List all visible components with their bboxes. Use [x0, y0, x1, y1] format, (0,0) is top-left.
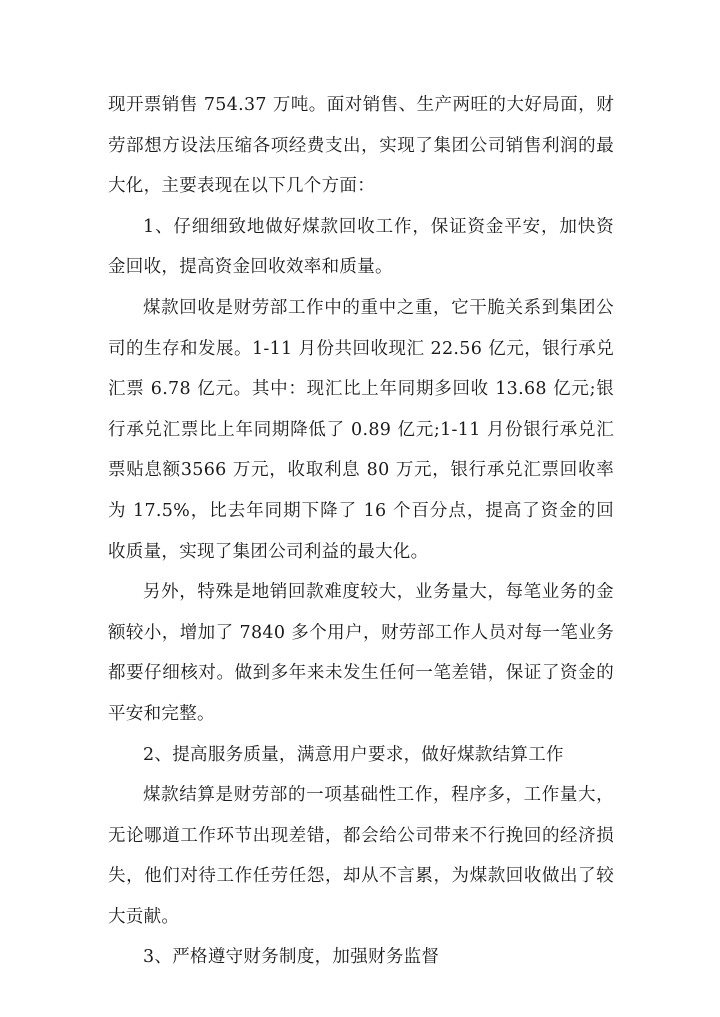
paragraph-4: 另外，特殊是地销回款难度较大，业务量大，每笔业务的金额较小，增加了 7840 多个用户，财劳部工作人员对每一笔业务都要仔细核对。做到多年来未发生任何一笔差错，保证了资金的平安和完整。: [108, 582, 614, 724]
paragraph-5: 2、提高服务质量，满意用户要求，做好煤款结算工作: [143, 744, 564, 765]
paragraph-2: 1、仔细细致地做好煤款回收工作，保证资金平安，加快资金回收，提高资金回收效率和质量。: [108, 216, 614, 278]
document-body: [108, 85, 614, 978]
paragraph-7: 3、严格遵守财务制度，加强财务监督: [143, 947, 440, 968]
paragraph-1: 现开票销售 754.37 万吨。面对销售、生产两旺的大好局面，财劳部想方设法压缩各项经费支出，实现了集团公司销售利润的最大化，主要表现在以下几个方面：: [108, 95, 614, 197]
paragraph-3: 煤款回收是财劳部工作中的重中之重，它干脆关系到集团公司的生存和发展。1-11 月份共回收现汇 22.56 亿元，银行承兑汇票 6.78 亿元。其中：现汇比上年同期多回收 13.68 亿元;银行承兑汇票比上年同期降低了 0.89 亿元;1-11 月份银行承兑汇票贴息额3566 万元，收取利息 80 万元，银行承兑汇票回收率为 17.5%，比去年同期下降了 16 个百分点，提高了资金的回收质量，实现了集团公司利益的最大化。: [108, 297, 614, 562]
paragraph-6: 煤款结算是财劳部的一项基础性工作，程序多，工作量大，无论哪道工作环节出现差错，都会给公司带来不行挽回的经济损失，他们对待工作任劳任怨，却从不言累，为煤款回收做出了较大贡献。: [108, 785, 614, 927]
